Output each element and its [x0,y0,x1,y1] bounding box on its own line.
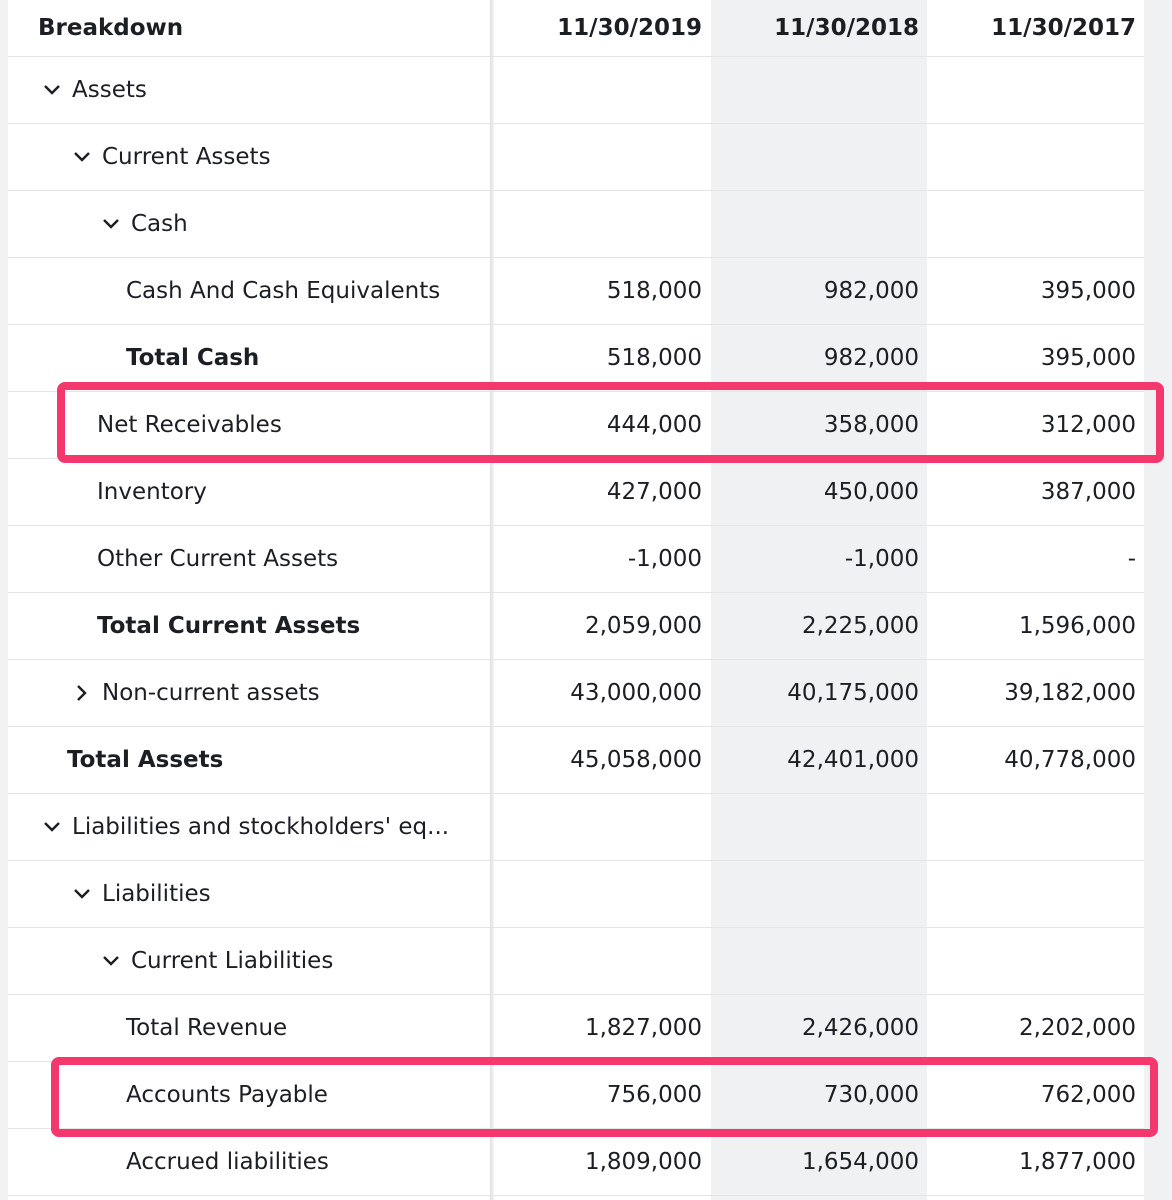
value-2018: 40,175,000 [787,680,919,706]
row-label: Current Liabilities [131,948,334,974]
value-2019: 43,000,000 [570,680,702,706]
row-total-cash [8,325,1144,392]
value-2019: 1,827,000 [584,1015,702,1041]
chevron-down-icon[interactable] [42,80,64,100]
row-label-wrap[interactable] [72,861,211,927]
chevron-down-icon[interactable] [101,951,123,971]
row-total-current-assets [8,593,1144,660]
row-current-liabilities[interactable] [8,928,1144,995]
row-current-assets[interactable] [8,124,1144,191]
value-2019: -1,000 [627,546,702,572]
value-2019: 45,058,000 [570,747,702,773]
row-label: Total Current Assets [97,613,361,639]
row-accrued-liabilities [8,1129,1144,1196]
chevron-right-icon[interactable] [72,683,94,703]
value-2019: 518,000 [606,278,702,304]
breakdown-header: Breakdown [38,15,184,41]
value-2019: 1,809,000 [584,1149,702,1175]
value-2017: 312,000 [1040,412,1136,438]
chevron-down-icon[interactable] [72,147,94,167]
value-2017: 39,182,000 [1004,680,1136,706]
row-label: Net Receivables [97,412,282,438]
value-2017: 40,778,000 [1004,747,1136,773]
row-liabilities-and-equity[interactable] [8,794,1144,861]
value-2017: 395,000 [1040,278,1136,304]
left-edge-shade [0,0,8,1200]
row-label: Non-current assets [102,680,320,706]
value-2017: 1,877,000 [1018,1149,1136,1175]
row-cash-and-cash-equivalents [8,258,1144,325]
value-2018: 358,000 [823,412,919,438]
row-assets[interactable] [8,57,1144,124]
row-label: Current Assets [102,144,271,170]
value-2018: 42,401,000 [787,747,919,773]
row-label: Liabilities and stockholders' eq... [72,814,450,840]
row-label: Cash And Cash Equivalents [126,278,441,304]
value-2017: 762,000 [1040,1082,1136,1108]
row-liabilities[interactable] [8,861,1144,928]
value-2019: 444,000 [606,412,702,438]
row-label: Assets [72,77,147,103]
row-total-revenue [8,995,1144,1062]
row-cash[interactable] [8,191,1144,258]
chevron-down-icon[interactable] [101,214,123,234]
row-label-wrap[interactable] [42,794,449,860]
chevron-down-icon[interactable] [72,884,94,904]
value-2017: 2,202,000 [1018,1015,1136,1041]
row-label: Total Revenue [126,1015,288,1041]
value-2017: - [1127,546,1136,572]
row-net-receivables [8,392,1144,459]
value-2017: 1,596,000 [1018,613,1136,639]
row-label: Total Assets [67,747,224,773]
value-2018: 2,225,000 [801,613,919,639]
value-2018: 982,000 [823,345,919,371]
row-label-wrap[interactable] [72,124,271,190]
row-label: Cash [131,211,188,237]
value-2019: 756,000 [606,1082,702,1108]
chevron-down-icon[interactable] [42,817,64,837]
row-label: Inventory [97,479,207,505]
row-label-wrap[interactable] [101,191,188,257]
row-total-assets [8,727,1144,794]
value-2018: 450,000 [823,479,919,505]
value-2018: 2,426,000 [801,1015,919,1041]
value-2018: 1,654,000 [801,1149,919,1175]
row-other-current-assets [8,526,1144,593]
row-label-wrap[interactable] [101,928,333,994]
value-2018: 982,000 [823,278,919,304]
row-inventory [8,459,1144,526]
row-label: Accounts Payable [126,1082,328,1108]
row-label: Liabilities [102,881,211,907]
value-2019: 518,000 [606,345,702,371]
column-header-2019[interactable]: 11/30/2019 [557,15,702,41]
column-header-2017[interactable]: 11/30/2017 [991,15,1136,41]
row-non-current-assets[interactable] [8,660,1144,727]
value-2017: 395,000 [1040,345,1136,371]
value-2019: 2,059,000 [584,613,702,639]
value-2017: 387,000 [1040,479,1136,505]
column-header-2018[interactable]: 11/30/2018 [774,15,919,41]
row-label: Accrued liabilities [126,1149,329,1175]
row-label: Total Cash [126,345,260,371]
scroll-edge-shade [1144,0,1172,1200]
row-label: Other Current Assets [97,546,339,572]
value-2018: 730,000 [823,1082,919,1108]
row-label-wrap[interactable] [42,57,147,123]
table-header [8,0,1144,57]
row-accounts-payable [8,1062,1144,1129]
value-2018: -1,000 [844,546,919,572]
value-2019: 427,000 [606,479,702,505]
row-label-wrap[interactable] [72,660,320,726]
